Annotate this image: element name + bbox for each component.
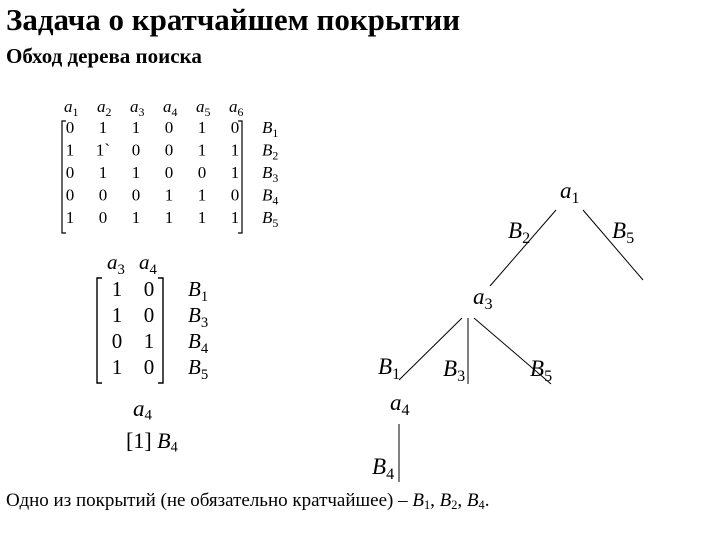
matrix-1-cell: 1	[230, 208, 240, 227]
matrix-1-cell: 0	[230, 185, 240, 205]
matrix-2-row-label-B5: $B_5$	[188, 355, 209, 383]
footer-text: Одно из покрытий (не обязательно кратчайшее) – $B_1$, $B_2$, $B_4$.	[6, 490, 490, 513]
matrix-1-column-a5: $a_5$	[196, 97, 211, 119]
matrix-2-row-label-B1: $B_1$	[188, 277, 209, 305]
page-subtitle: Обход дерева поиска	[6, 44, 202, 68]
matrix-1-cell: 0	[98, 208, 108, 227]
matrix-1-cell: 1	[131, 163, 141, 182]
matrix-1-column-a3: $a_3$	[130, 97, 145, 119]
matrix-2-cell: 1	[143, 329, 155, 353]
matrix-2-cell: 0	[111, 329, 123, 353]
matrix-2-cell: 1	[111, 277, 123, 301]
matrix-1-cell: 1	[197, 208, 207, 227]
matrix-1-cell: 1	[131, 118, 141, 137]
matrix-1-row-label-B4: $B_4$	[262, 185, 279, 208]
matrix-1-cell: 1	[131, 208, 141, 227]
matrix-2-row-label-B4: $B_4$	[188, 329, 209, 357]
tree-node-root: $a_1$	[560, 178, 580, 207]
tree-edge-label-level2-B1: $B_1$	[378, 354, 401, 383]
matrix-1-cell: 1	[197, 118, 207, 137]
tree-edge-label-level2-B5: $B_5$	[530, 356, 553, 385]
left-note-a4: $a_4$	[133, 396, 152, 424]
tree-node-level2: $a_3$	[473, 284, 493, 313]
matrix-2-column-a3: $a_3$	[107, 250, 125, 278]
matrix-1-cell: 0	[65, 185, 75, 205]
matrix-2-column-a4: $a_4$	[139, 250, 157, 278]
matrix-1-cell: 1	[98, 163, 108, 182]
matrix-1-cell: 1	[65, 208, 75, 227]
page-title: Задача о кратчайшем покрытии	[6, 2, 461, 37]
tree-edge-label-level3: $B_4$	[372, 454, 395, 483]
matrix-1-column-a4: $a_4$	[163, 97, 178, 119]
matrix-1-cell: 1	[197, 185, 207, 205]
matrix-2-cell: 1	[111, 303, 123, 327]
matrix-2-cell: 0	[143, 277, 155, 301]
matrix-1-cell: 1	[164, 185, 174, 205]
matrix-1-row-label-B3: $B_3$	[262, 163, 279, 185]
matrix-2-row-label-B3: $B_3$	[188, 303, 209, 331]
matrix-1-cell: 0	[164, 118, 174, 137]
matrix-1-cell: 1	[230, 163, 240, 182]
matrix-1-cell: 1`	[95, 140, 111, 160]
matrix-1-cell: 0	[65, 118, 75, 137]
matrix-1-row-label-B5: $B_5$	[262, 208, 279, 230]
matrix-1-cell: 0	[65, 163, 75, 182]
tree-edge-label-level2-B3: $B_3$	[443, 356, 466, 385]
matrix-1-cell: 0	[164, 140, 174, 160]
matrix-1-cell: 1	[230, 140, 240, 160]
matrix-1-cell: 1	[197, 140, 207, 160]
matrix-1-cell: 0	[131, 185, 141, 205]
matrix-1-column-a1: $a_1$	[64, 97, 79, 119]
matrix-1-cell: 1	[164, 208, 174, 227]
matrix-1-cell: 1	[98, 118, 108, 137]
matrix-2-cell: 0	[143, 355, 155, 379]
footer-cover-list: $B_1$, $B_2$, $B_4$	[412, 490, 485, 513]
footer-cover-item: $B_4$	[466, 490, 485, 513]
matrix-2-cell: 0	[143, 303, 155, 327]
footer-cover-item: $B_2$	[439, 490, 458, 513]
matrix-1-row-label-B2: $B_2$	[262, 140, 279, 163]
matrix-1-cell: 0	[164, 163, 174, 182]
matrix-1-cell: 0	[197, 163, 207, 182]
matrix-2-cell: 1	[111, 355, 123, 379]
tree-edge-a1-left	[490, 210, 556, 286]
footer-sentence: Одно из покрытий (не обязательно кратчайшее) –	[6, 490, 413, 511]
left-note-b4-prefix: [1]	[126, 428, 152, 453]
left-note-b4-label: $B_4$	[157, 428, 178, 456]
matrix-1-column-a6: $a_6$	[229, 97, 244, 119]
matrix-1-row-label-B1: $B_1$	[262, 118, 279, 140]
matrix-1-column-a2: $a_2$	[97, 97, 112, 119]
footer-cover-item: $B_1$	[412, 490, 431, 513]
matrix-1-cell: 1	[65, 140, 75, 160]
tree-edge-label-root-right: $B_5$	[612, 218, 635, 247]
matrix-1-cell: 0	[131, 140, 141, 160]
matrix-1-cell: 0	[98, 185, 108, 205]
tree-edge-label-root-left: $B_2$	[508, 218, 531, 247]
tree-node-level3: $a_4$	[390, 390, 410, 419]
matrix-1-cell: 0	[230, 118, 240, 137]
